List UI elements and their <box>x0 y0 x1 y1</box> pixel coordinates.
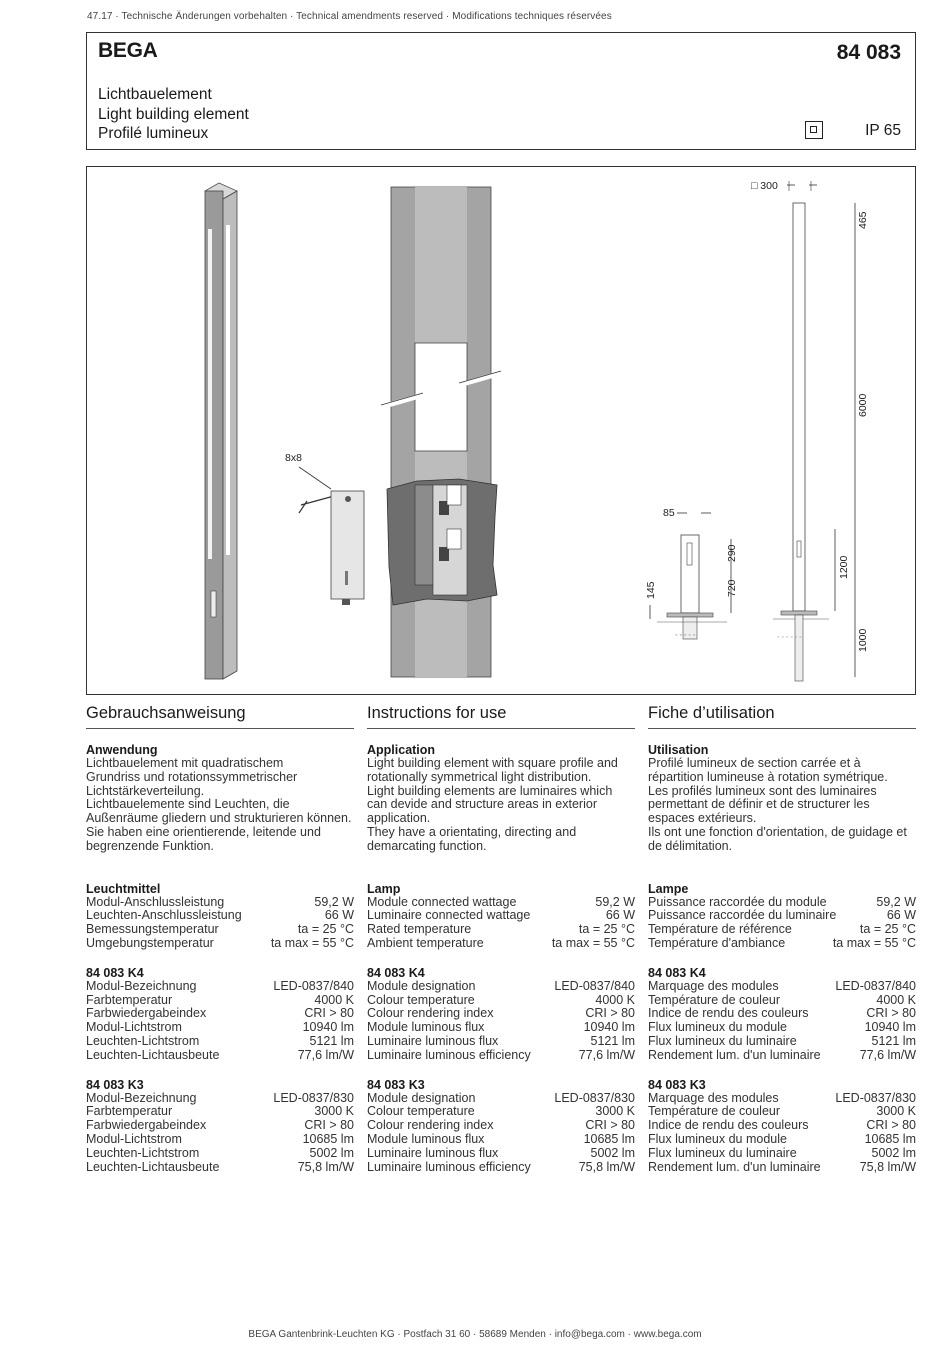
spec-label: Module designation <box>367 978 476 993</box>
foundation-detail <box>645 507 738 639</box>
text-line: Profilé lumineux de section carrée et à <box>648 756 861 770</box>
lamp-title: Leuchtmittel <box>86 881 161 896</box>
variant-k3-specs <box>648 1092 916 1175</box>
spec-value: ta max = 55 °C <box>551 935 635 950</box>
text-line: begrenzende Funktion. <box>86 838 214 853</box>
spec-row <box>648 1105 916 1119</box>
spec-value: CRI > 80 <box>585 1118 635 1133</box>
spec-row <box>367 1161 635 1175</box>
spec-row <box>86 980 354 994</box>
spec-row <box>648 937 916 951</box>
column-title: Instructions for use <box>367 704 635 729</box>
spec-label: Luminaire luminous flux <box>367 1033 499 1048</box>
spec-label: Colour rendering index <box>367 1118 494 1133</box>
spec-value: ta max = 55 °C <box>270 935 354 950</box>
spec-label: Colour temperature <box>367 1104 475 1119</box>
ip-rating: IP 65 <box>865 122 901 139</box>
spec-row <box>86 937 354 951</box>
spec-value: LED-0837/840 <box>554 978 635 993</box>
spec-label: Rendement lum. d'un luminaire <box>648 1047 821 1062</box>
dim-720: 720 <box>726 579 738 597</box>
variant-k4-specs <box>367 980 635 1063</box>
spec-row <box>86 896 354 910</box>
spec-row <box>86 1049 354 1063</box>
column-title: Gebrauchsanweisung <box>86 704 354 729</box>
spec-value: 4000 K <box>314 992 354 1007</box>
spec-row <box>367 1092 635 1106</box>
spec-label: Puissance raccordée du luminaire <box>648 908 837 923</box>
spec-row <box>86 923 354 937</box>
product-names <box>98 85 249 144</box>
text-line: Lichtstärkeverteilung. <box>86 783 205 798</box>
spec-label: Farbwiedergabeindex <box>86 1118 207 1133</box>
spec-label: Leuchten-Lichtstrom <box>86 1033 200 1048</box>
spec-row <box>86 1105 354 1119</box>
spec-value: 66 W <box>324 908 354 923</box>
spec-label: Module designation <box>367 1090 476 1105</box>
spec-value: CRI > 80 <box>866 1006 916 1021</box>
spec-row <box>86 1147 354 1161</box>
protection-class-icon <box>805 121 823 139</box>
spec-value: 5121 lm <box>871 1033 916 1048</box>
spec-label: Puissance raccordée du module <box>648 894 827 909</box>
variant-k3-title: 84 083 K3 <box>367 1077 425 1092</box>
spec-value: 3000 K <box>314 1104 354 1119</box>
spec-value: 77,6 lm/W <box>297 1047 354 1062</box>
spec-row <box>86 1133 354 1147</box>
spec-value: 10685 lm <box>583 1131 635 1146</box>
text-line: They have a orientating, directing and <box>367 824 577 839</box>
dim-85: 85 <box>663 507 675 519</box>
spec-label: Ambient temperature <box>367 935 484 950</box>
spec-label: Module luminous flux <box>367 1020 485 1035</box>
spec-value: LED-0837/840 <box>835 978 916 993</box>
spec-value: 66 W <box>886 908 916 923</box>
spec-row <box>367 1105 635 1119</box>
spec-value: 77,6 lm/W <box>859 1047 916 1062</box>
technical-drawing <box>86 166 916 695</box>
variant-k3-specs <box>367 1092 635 1175</box>
spec-row <box>648 896 916 910</box>
dim-square-300: □ 300 <box>751 180 778 192</box>
spec-label: Indice de rendu des couleurs <box>648 1118 809 1133</box>
spec-label: Bemessungstemperatur <box>86 922 219 937</box>
spec-value: CRI > 80 <box>585 1006 635 1021</box>
spec-row <box>648 1007 916 1021</box>
spec-row <box>86 1035 354 1049</box>
spec-row <box>648 1049 916 1063</box>
spec-label: Leuchten-Anschlussleistung <box>86 908 242 923</box>
text-line: répartition lumineuse à rotation symétrique. <box>648 769 888 784</box>
column-perspective <box>205 183 237 679</box>
variant-k3-title: 84 083 K3 <box>648 1077 706 1092</box>
spec-label: Indice de rendu des couleurs <box>648 1006 809 1021</box>
column-en <box>367 704 635 1174</box>
spec-value: 10940 lm <box>583 1020 635 1035</box>
spec-value: LED-0837/830 <box>273 1090 354 1105</box>
spec-row <box>648 1092 916 1106</box>
lamp-title: Lamp <box>367 881 401 896</box>
spec-label: Module connected wattage <box>367 894 517 909</box>
spec-label: Modul-Bezeichnung <box>86 978 197 993</box>
text-line: application. <box>367 811 431 826</box>
spec-row <box>367 994 635 1008</box>
spec-label: Température de couleur <box>648 1104 781 1119</box>
spec-row <box>367 1007 635 1021</box>
svg-text:◦ ◦ ◦ ◦ ◦: ◦ ◦ ◦ ◦ ◦ <box>675 632 696 639</box>
application-text <box>367 757 635 854</box>
dim-1000: 1000 <box>857 628 869 652</box>
text-line: Außenräume gliedern und strukturieren können. <box>86 811 352 826</box>
text-line: Lichtbauelemente sind Leuchten, die <box>86 797 290 812</box>
spec-row <box>86 1092 354 1106</box>
spec-label: Luminaire connected wattage <box>367 908 531 923</box>
variant-k4-title: 84 083 K4 <box>367 965 425 980</box>
spec-label: Température de référence <box>648 922 792 937</box>
dim-145: 145 <box>645 581 657 599</box>
spec-value: 59,2 W <box>314 894 354 909</box>
product-name-fr: Profilé lumineux <box>98 125 209 142</box>
variant-k3-title: 84 083 K3 <box>86 1077 144 1092</box>
spec-row <box>367 896 635 910</box>
text-line: Light building element with square profile and <box>367 756 618 770</box>
spec-value: CRI > 80 <box>866 1118 916 1133</box>
text-line: can devide and structure areas in exterior <box>367 797 597 812</box>
product-name-en: Light building element <box>98 105 249 123</box>
column-de <box>86 704 354 1174</box>
spec-label: Leuchten-Lichtausbeute <box>86 1159 220 1174</box>
svg-text:◦ ◦ ◦ ◦ ◦ ◦: ◦ ◦ ◦ ◦ ◦ ◦ <box>777 634 802 641</box>
spec-row <box>367 937 635 951</box>
text-line: Sie haben eine orientierende, leitende und <box>86 824 321 839</box>
spec-label: Flux lumineux du luminaire <box>648 1145 797 1160</box>
column-title: Fiche d’utilisation <box>648 704 916 729</box>
spec-value: 5002 lm <box>309 1145 354 1160</box>
spec-label: Modul-Lichtstrom <box>86 1020 182 1035</box>
spec-value: 59,2 W <box>595 894 635 909</box>
spec-row <box>367 1021 635 1035</box>
spec-value: LED-0837/830 <box>835 1090 916 1105</box>
spec-row <box>367 909 635 923</box>
text-line: de délimitation. <box>648 838 733 853</box>
spec-value: ta max = 55 °C <box>832 935 916 950</box>
spec-label: Flux lumineux du module <box>648 1131 787 1146</box>
product-header <box>86 32 916 150</box>
spec-value: LED-0837/840 <box>273 978 354 993</box>
application-text <box>648 757 916 854</box>
lamp-specs <box>367 896 635 951</box>
spec-row <box>648 980 916 994</box>
spec-label: Modul-Bezeichnung <box>86 1090 197 1105</box>
article-number: 84 083 <box>836 41 901 64</box>
variant-k4-specs <box>648 980 916 1063</box>
drawing-svg <box>87 167 917 696</box>
variant-k3-specs <box>86 1092 354 1175</box>
spec-value: 10685 lm <box>864 1131 916 1146</box>
spec-value: ta = 25 °C <box>578 922 635 937</box>
column-elevation <box>751 180 869 681</box>
spec-value: 5002 lm <box>590 1145 635 1160</box>
spec-row <box>367 923 635 937</box>
spec-label: Modul-Lichtstrom <box>86 1131 182 1146</box>
spec-value: LED-0837/830 <box>554 1090 635 1105</box>
spec-value: 75,8 lm/W <box>578 1159 635 1174</box>
spec-label: Colour temperature <box>367 992 475 1007</box>
spec-label: Farbtemperatur <box>86 1104 173 1119</box>
spec-value: 10940 lm <box>302 1020 354 1035</box>
application-title: Anwendung <box>86 743 158 757</box>
spec-label: Luminaire luminous efficiency <box>367 1159 531 1174</box>
spec-value: 4000 K <box>595 992 635 1007</box>
spec-label: Leuchten-Lichtausbeute <box>86 1047 220 1062</box>
spec-label: Flux lumineux du luminaire <box>648 1033 797 1048</box>
spec-value: 5002 lm <box>871 1145 916 1160</box>
spec-label: Umgebungstemperatur <box>86 935 214 950</box>
spec-row <box>648 1021 916 1035</box>
spec-row <box>367 1147 635 1161</box>
spec-value: 77,6 lm/W <box>578 1047 635 1062</box>
dim-6000: 6000 <box>857 393 869 417</box>
spec-label: Modul-Anschlussleistung <box>86 894 225 909</box>
spec-value: 4000 K <box>876 992 916 1007</box>
spec-value: 75,8 lm/W <box>297 1159 354 1174</box>
spec-value: ta = 25 °C <box>297 922 354 937</box>
spec-row <box>86 1021 354 1035</box>
text-line: espaces extérieurs. <box>648 811 757 826</box>
spec-label: Luminaire luminous efficiency <box>367 1047 531 1062</box>
spec-value: 59,2 W <box>876 894 916 909</box>
text-line: Ils ont une fonction d'orientation, de guidage et <box>648 824 907 839</box>
variant-k4-title: 84 083 K4 <box>86 965 144 980</box>
application-text <box>86 757 354 854</box>
spec-label: Leuchten-Lichtstrom <box>86 1145 200 1160</box>
spec-row <box>367 980 635 994</box>
spec-value: 10685 lm <box>302 1131 354 1146</box>
spec-value: 66 W <box>605 908 635 923</box>
spec-row <box>648 1147 916 1161</box>
spec-label: Marquage des modules <box>648 978 779 993</box>
spec-value: CRI > 80 <box>304 1006 354 1021</box>
spec-row <box>86 1161 354 1175</box>
product-name-de: Lichtbauelement <box>98 86 212 103</box>
spec-row <box>367 1133 635 1147</box>
spec-row <box>648 1119 916 1133</box>
revision-note: 47.17 · Technische Änderungen vorbehalten · Technical amendments reserved · Modifications techniques réservées <box>87 11 612 22</box>
spec-label: Rendement lum. d'un luminaire <box>648 1159 821 1174</box>
variant-k4-specs <box>86 980 354 1063</box>
spec-row <box>648 994 916 1008</box>
spec-row <box>86 909 354 923</box>
variant-k4-title: 84 083 K4 <box>648 965 706 980</box>
text-line: permettant de définir et de structurer les <box>648 797 870 812</box>
spec-value: 5121 lm <box>309 1033 354 1048</box>
text-line: rotationally symmetrical light distribution. <box>367 769 592 784</box>
spec-row <box>648 1161 916 1175</box>
spec-row <box>648 1133 916 1147</box>
dim-1200: 1200 <box>838 555 850 579</box>
spec-label: Farbwiedergabeindex <box>86 1006 207 1021</box>
spec-row <box>367 1035 635 1049</box>
spec-label: Farbtemperatur <box>86 992 173 1007</box>
text-line: Lichtbauelement mit quadratischem <box>86 756 284 770</box>
column-fr <box>648 704 916 1174</box>
text-line: demarcating function. <box>367 838 487 853</box>
dim-290: 290 <box>726 544 738 562</box>
spec-value: 10940 lm <box>864 1020 916 1035</box>
spec-value: CRI > 80 <box>304 1118 354 1133</box>
spec-row <box>86 1119 354 1133</box>
spec-row <box>86 994 354 1008</box>
spec-label: Colour rendering index <box>367 1006 494 1021</box>
column-detail <box>381 187 501 677</box>
spec-label: Luminaire luminous flux <box>367 1145 499 1160</box>
lamp-specs <box>648 896 916 951</box>
hex-key-label: 8x8 <box>285 452 302 464</box>
spec-value: 3000 K <box>876 1104 916 1119</box>
spec-row <box>648 909 916 923</box>
spec-value: 75,8 lm/W <box>859 1159 916 1174</box>
spec-row <box>367 1049 635 1063</box>
footer-address: BEGA Gantenbrink-Leuchten KG · Postfach 31 60 · 58689 Menden · info@bega.com · www.bega.com <box>248 1329 702 1340</box>
spec-label: Marquage des modules <box>648 1090 779 1105</box>
lamp-specs <box>86 896 354 951</box>
dim-465: 465 <box>857 211 869 229</box>
spec-label: Module luminous flux <box>367 1131 485 1146</box>
spec-row <box>648 1035 916 1049</box>
text-line: Grundriss und rotationssymmetrischer <box>86 769 298 784</box>
control-gear-detail <box>285 452 364 605</box>
spec-row <box>86 1007 354 1021</box>
spec-label: Température de couleur <box>648 992 781 1007</box>
lamp-title: Lampe <box>648 881 689 896</box>
spec-value: ta = 25 °C <box>859 922 916 937</box>
text-line: Light building elements are luminaires which <box>367 783 613 798</box>
spec-row <box>648 923 916 937</box>
spec-row <box>367 1119 635 1133</box>
text-line: Les profilés lumineux sont des luminaires <box>648 783 877 798</box>
spec-value: 3000 K <box>595 1104 635 1119</box>
application-title: Application <box>367 743 436 757</box>
application-title: Utilisation <box>648 743 709 757</box>
spec-label: Flux lumineux du module <box>648 1020 787 1035</box>
spec-label: Rated temperature <box>367 922 472 937</box>
brand-logo: BEGA <box>98 39 158 62</box>
spec-value: 5121 lm <box>590 1033 635 1048</box>
spec-label: Température d'ambiance <box>648 935 786 950</box>
